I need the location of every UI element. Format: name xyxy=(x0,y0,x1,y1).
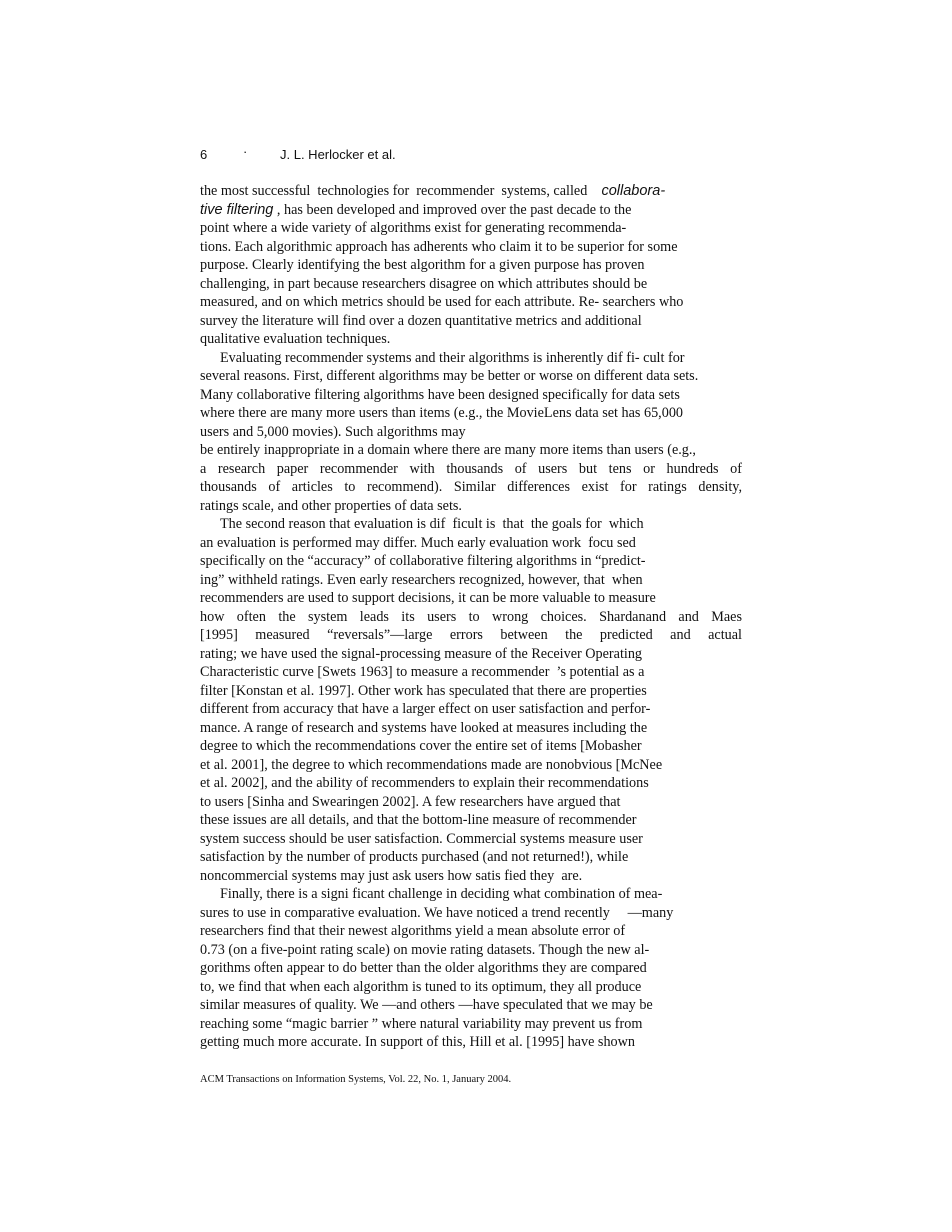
line-text: several reasons. First, different algorithms may be better or worse on different data sets. xyxy=(200,368,699,384)
text-line xyxy=(200,663,756,682)
line-text: be entirely inappropriate in a domain where there are many more items than users (e.g., xyxy=(200,442,696,458)
text-line xyxy=(200,682,756,701)
line-text: how often the system leads its users to wrong choices. Shardanand and Maes xyxy=(200,608,742,625)
line-text: et al. 2002], and the ability of recommenders to explain their recommendations xyxy=(200,775,649,791)
text-line xyxy=(200,774,756,793)
line-text: measured, and on which metrics should be used for each attribute. Re- searchers who xyxy=(200,294,684,310)
line-text: [1995] measured “reversals”—large errors between the predicted and actual xyxy=(200,627,742,643)
text-line xyxy=(200,756,756,775)
text-line xyxy=(200,386,756,405)
line-text: purpose. Clearly identifying the best algorithm for a given purpose has proven xyxy=(200,257,645,273)
journal-footer: ACM Transactions on Information Systems, Vol. 22, No. 1, January 2004. xyxy=(200,1074,512,1085)
line-text: mance. A range of research and systems have looked at measures including the xyxy=(200,719,648,736)
line-text: filter [Konstan et al. 1997]. Other work has speculated that there are properties xyxy=(200,682,647,699)
line-text: users and 5,000 movies). Such algorithms may xyxy=(200,423,466,440)
text-line xyxy=(200,182,756,201)
text-line xyxy=(200,941,756,960)
text-line xyxy=(200,719,756,738)
emphasis-term: collabora- xyxy=(601,183,666,199)
text-line xyxy=(200,830,756,849)
line-text: noncommercial systems may just ask users how satis fied they are. xyxy=(200,867,583,884)
line-text: challenging, in part because researchers disagree on which attributes should be xyxy=(200,275,648,292)
emphasis-term: tive filtering xyxy=(200,201,274,218)
text-line xyxy=(200,700,756,719)
text-line xyxy=(200,589,756,608)
line-text: Many collaborative filtering algorithms have been designed specifically for data sets xyxy=(200,386,680,403)
line-text: rating; we have used the signal-processing measure of the Receiver Operating xyxy=(200,645,643,662)
text-line xyxy=(200,330,756,349)
text-line xyxy=(200,904,756,923)
text-line xyxy=(200,460,742,479)
line-text: qualitative evaluation techniques. xyxy=(200,331,391,347)
line-text: Evaluating recommender systems and their algorithms is inherently dif fi- cult for xyxy=(220,349,685,366)
text-line xyxy=(200,571,756,590)
line-text: to users [Sinha and Swearingen 2002]. A few researchers have argued that xyxy=(200,793,621,810)
line-text: system success should be user satisfaction. Commercial systems measure user xyxy=(200,830,643,847)
text-line xyxy=(200,478,742,497)
text-line xyxy=(200,441,756,460)
line-text: specifically on the “accuracy” of collaborative filtering algorithms in “predict- xyxy=(200,553,646,569)
line-text: 0.73 (on a five-point rating scale) on movie rating datasets. Though the new al- xyxy=(200,941,650,958)
text-line xyxy=(200,497,756,516)
text-line xyxy=(200,1015,756,1034)
text-line xyxy=(200,256,756,275)
text-line xyxy=(200,793,756,812)
text-line xyxy=(200,978,756,997)
line-text: thousands of articles to recommend). Similar differences exist for ratings density, xyxy=(200,479,742,495)
line-text: Characteristic curve [Swets 1963] to measure a recommender ’s potential as a xyxy=(200,664,645,680)
text-line xyxy=(200,626,742,645)
text-line xyxy=(200,885,756,904)
text-line xyxy=(200,349,756,368)
text-line xyxy=(200,275,756,294)
text-line xyxy=(200,996,756,1015)
text-line xyxy=(200,201,756,220)
text-line xyxy=(200,848,756,867)
line-text: recommenders are used to support decisions, it can be more valuable to measure xyxy=(200,590,656,606)
line-text: a research paper recommender with thousands of users but tens or hundreds of xyxy=(200,460,742,477)
line-text: reaching some “magic barrier ” where natural variability may prevent us from xyxy=(200,1015,643,1032)
text-line xyxy=(200,367,756,386)
text-line xyxy=(200,515,756,534)
text-line xyxy=(200,219,756,238)
line-text: survey the literature will find over a dozen quantitative metrics and additional xyxy=(200,312,642,329)
line-text: , has been developed and improved over the past decade to the xyxy=(273,201,632,218)
text-line xyxy=(200,1033,756,1052)
line-text: gorithms often appear to do better than the older algorithms they are compared xyxy=(200,960,647,976)
line-text: an evaluation is performed may differ. Much early evaluation work focu sed xyxy=(200,534,636,551)
text-line xyxy=(200,645,756,664)
running-head-authors: J. L. Herlocker et al. xyxy=(280,147,396,162)
line-text: Finally, there is a signi ficant challenge in deciding what combination of mea- xyxy=(220,886,663,902)
line-text: satisfaction by the number of products purchased (and not returned!), while xyxy=(200,849,629,865)
line-text: the most successful technologies for recommender systems, called xyxy=(200,183,602,199)
line-text: sures to use in comparative evaluation. We have noticed a trend recently —many xyxy=(200,904,674,921)
line-text: ing” withheld ratings. Even early researchers recognized, however, that when xyxy=(200,571,643,588)
text-line xyxy=(200,238,756,257)
line-text: tions. Each algorithmic approach has adherents who claim it to be superior for some xyxy=(200,238,678,255)
text-line xyxy=(200,312,756,331)
text-line xyxy=(200,608,742,627)
text-line xyxy=(200,922,756,941)
text-line xyxy=(200,423,756,442)
text-line xyxy=(200,404,756,423)
line-text: getting much more accurate. In support of this, Hill et al. [1995] have shown xyxy=(200,1034,635,1050)
line-text: where there are many more users than items (e.g., the MovieLens data set has 65,000 xyxy=(200,405,684,421)
line-text: researchers find that their newest algorithms yield a mean absolute error of xyxy=(200,923,626,939)
header-separator: · xyxy=(243,144,248,159)
text-line xyxy=(200,959,756,978)
line-text: ratings scale, and other properties of data sets. xyxy=(200,497,462,514)
line-text: similar measures of quality. We —and others —have speculated that we may be xyxy=(200,997,653,1013)
body-text xyxy=(200,182,756,1052)
text-line xyxy=(200,552,756,571)
text-line xyxy=(200,737,756,756)
line-text: et al. 2001], the degree to which recommendations made are nonobvious [McNee xyxy=(200,756,663,773)
line-text: different from accuracy that have a larger effect on user satisfaction and perfor- xyxy=(200,701,651,717)
line-text: to, we find that when each algorithm is tuned to its optimum, they all produce xyxy=(200,978,642,995)
line-text: The second reason that evaluation is dif ficult is that the goals for which xyxy=(220,516,644,532)
text-line xyxy=(200,811,756,830)
line-text: point where a wide variety of algorithms exist for generating recommenda- xyxy=(200,220,627,236)
line-text: degree to which the recommendations cover the entire set of items [Mobasher xyxy=(200,738,642,754)
text-line xyxy=(200,534,756,553)
page-number: 6 xyxy=(200,147,208,162)
text-line xyxy=(200,293,756,312)
line-text: these issues are all details, and that the bottom-line measure of recommender xyxy=(200,812,637,828)
text-line xyxy=(200,867,756,886)
